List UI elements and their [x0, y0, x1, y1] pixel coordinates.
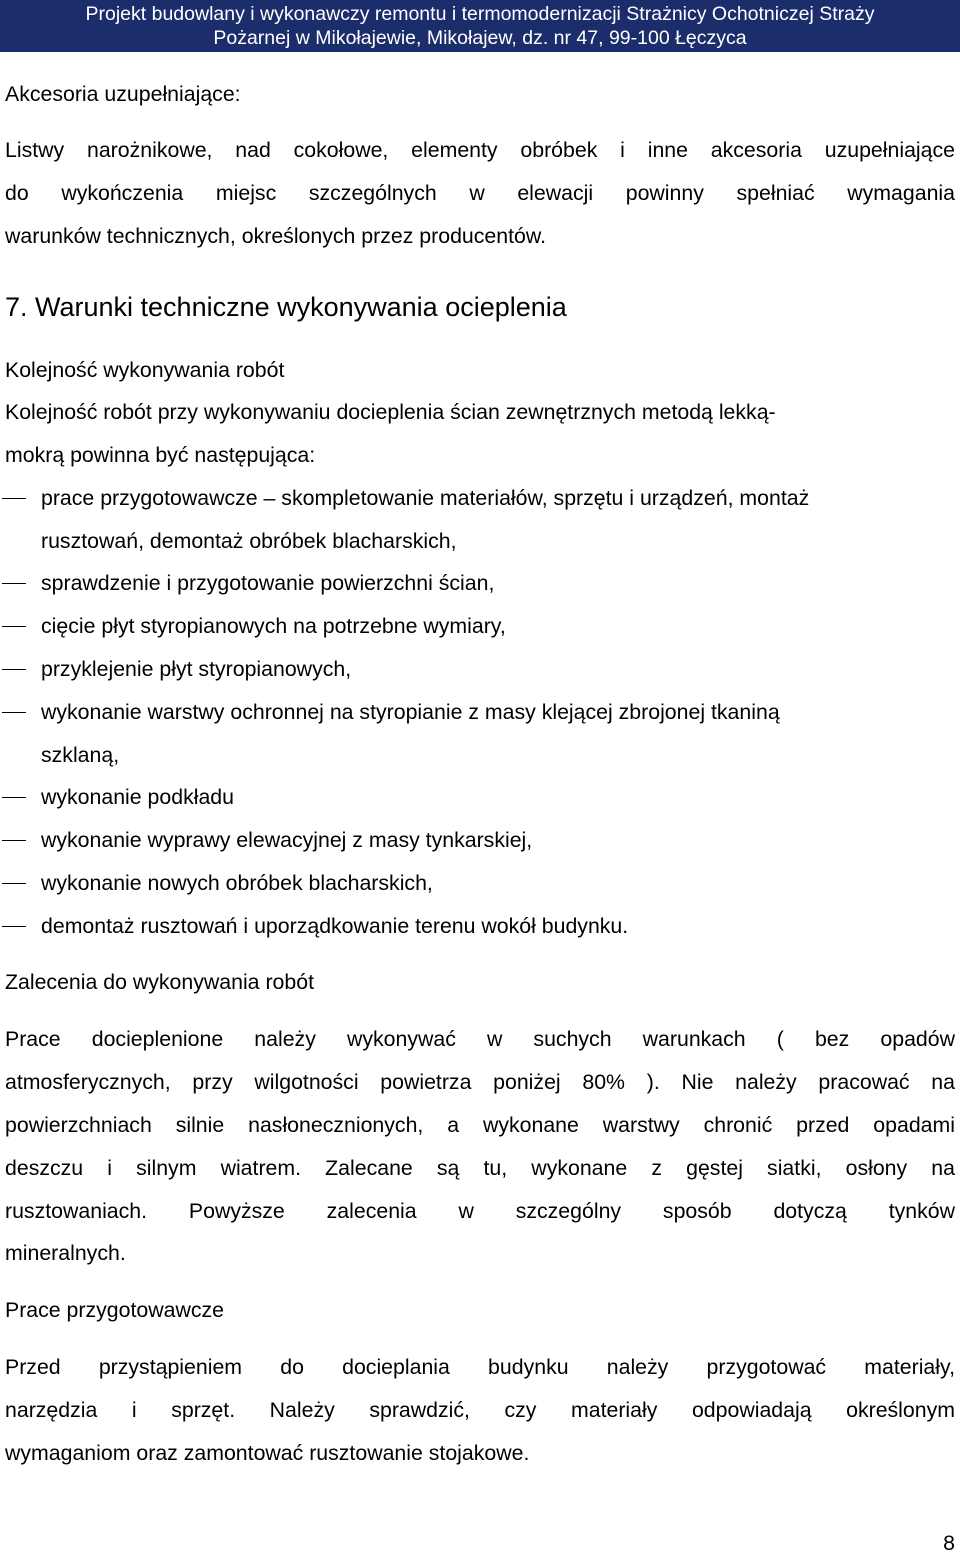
list-dash [2, 583, 26, 584]
list-dash [2, 712, 26, 713]
recommend-heading: Zalecenia do wykonywania robót [5, 970, 314, 994]
list-item-7: wykonanie wyprawy elewacyjnej z masy tynkarskiej, [41, 828, 533, 852]
page-number: 8 [943, 1531, 955, 1555]
prep-line-3: wymaganiom oraz zamontować rusztowanie stojakowe. [5, 1441, 530, 1465]
list-item-5-cont: szklaną, [41, 743, 120, 767]
list-item-4: przyklejenie płyt styropianowych, [41, 657, 352, 681]
list-dash [2, 626, 26, 627]
recommend-line-4: deszczu i silnym wiatrem. Zalecane są tu, wykonane z gęstej siatki, osłony na [5, 1156, 955, 1180]
header-line-1: Projekt budowlany i wykonawczy remontu i termomodernizacji Strażnicy Ochotniczej Straży [85, 3, 875, 25]
section-7-title: 7. Warunki techniczne wykonywania ocieplenia [5, 292, 567, 322]
accessories-line-2: do wykończenia miejsc szczególnych w elewacji powinny spełniać wymagania [5, 181, 955, 205]
recommend-line-6: mineralnych. [5, 1241, 126, 1265]
accessories-heading: Akcesoria uzupełniające: [5, 82, 241, 106]
list-dash [2, 498, 26, 499]
list-item-2: sprawdzenie i przygotowanie powierzchni ścian, [41, 571, 495, 595]
list-dash [2, 797, 26, 798]
order-intro-line-2: mokrą powinna być następująca: [5, 443, 316, 467]
list-item-8: wykonanie nowych obróbek blacharskich, [41, 871, 433, 895]
list-item-1-cont: rusztowań, demontaż obróbek blacharskich, [41, 529, 457, 553]
prep-heading: Prace przygotowawcze [5, 1298, 224, 1322]
list-dash [2, 669, 26, 670]
prep-line-2: narzędzia i sprzęt. Należy sprawdzić, czy materiały odpowiadają określonym [5, 1398, 955, 1422]
list-item-5: wykonanie warstwy ochronnej na styropianie z masy klejącej zbrojonej tkaniną [41, 700, 780, 724]
list-dash [2, 926, 26, 927]
list-dash [2, 840, 26, 841]
order-heading: Kolejność wykonywania robót [5, 358, 285, 382]
recommend-line-1: Prace docieplenione należy wykonywać w suchych warunkach ( bez opadów [5, 1027, 955, 1051]
recommend-line-5: rusztowaniach. Powyższe zalecenia w szczególny sposób dotyczą tynków [5, 1199, 955, 1223]
accessories-line-1: Listwy narożnikowe, nad cokołowe, elementy obróbek i inne akcesoria uzupełniające [5, 138, 955, 162]
prep-line-1: Przed przystąpieniem do docieplania budynku należy przygotować materiały, [5, 1355, 955, 1379]
list-item-1: prace przygotowawcze – skompletowanie materiałów, sprzętu i urządzeń, montaż [41, 486, 810, 510]
accessories-line-3: warunków technicznych, określonych przez producentów. [5, 224, 546, 248]
order-intro-line-1: Kolejność robót przy wykonywaniu docieplenia ścian zewnętrznych metodą lekką- [5, 400, 776, 424]
recommend-line-3: powierzchniach silnie nasłonecznionych, a wykonane warstwy chronić przed opadami [5, 1113, 955, 1137]
document-header [0, 0, 960, 52]
header-line-2: Pożarnej w Mikołajewie, Mikołajew, dz. nr 47, 99-100 Łęczyca [213, 27, 747, 49]
list-item-9: demontaż rusztowań i uporządkowanie terenu wokół budynku. [41, 914, 629, 938]
list-dash [2, 883, 26, 884]
list-item-3: cięcie płyt styropianowych na potrzebne wymiary, [41, 614, 506, 638]
recommend-line-2: atmosferycznych, przy wilgotności powietrza poniżej 80% ). Nie należy pracować na [5, 1070, 955, 1094]
list-item-6: wykonanie podkładu [41, 785, 234, 809]
